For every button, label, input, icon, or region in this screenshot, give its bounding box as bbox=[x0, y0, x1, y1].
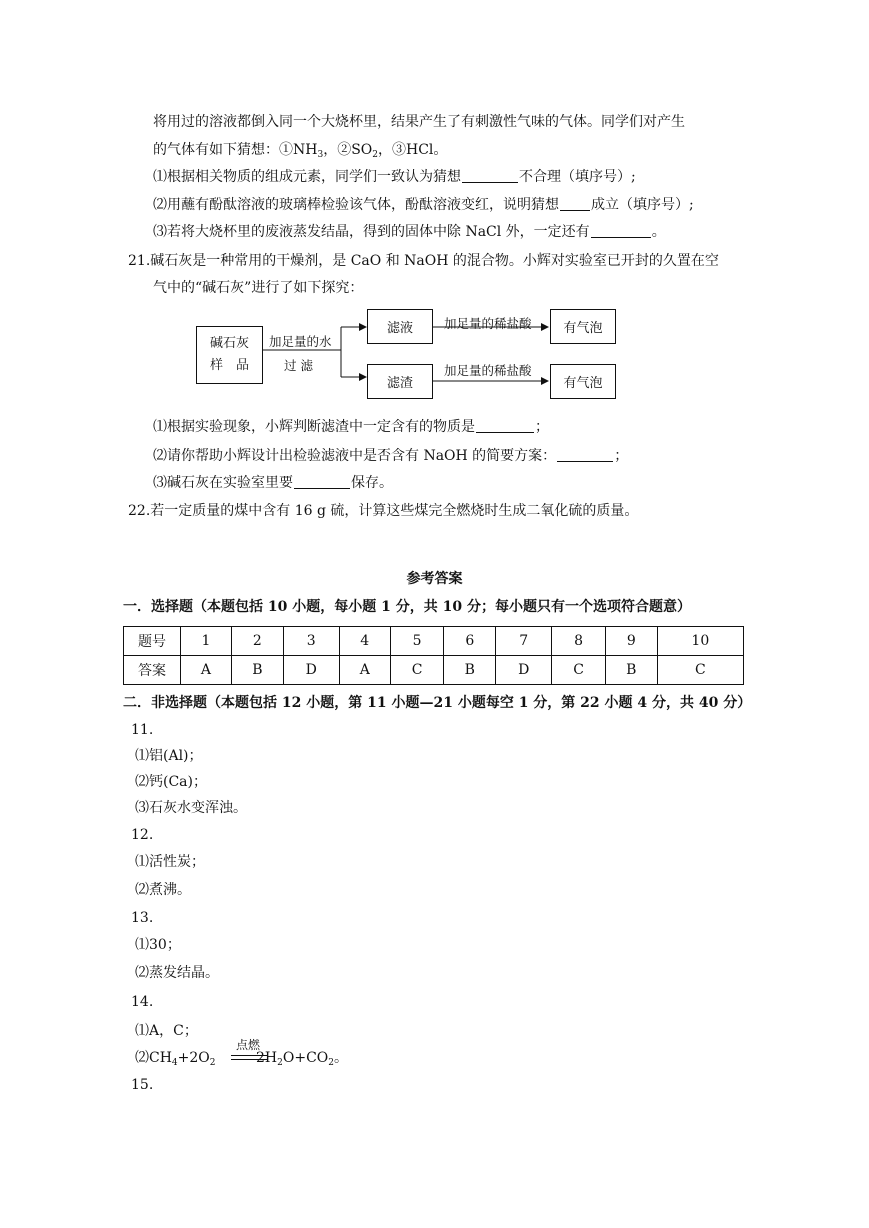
answer-12-1: ⑴活性炭； bbox=[135, 854, 205, 870]
table-header-cell: 题号 bbox=[124, 627, 181, 656]
subscript: 3 bbox=[317, 150, 324, 160]
equation-products bbox=[256, 1048, 348, 1068]
answers-section1-heading: 一．选择题（本题包括 10 小题，每小题 1 分，共 10 分；每小题只有一个选项符合题意） bbox=[123, 599, 691, 615]
filtrate-box: 滤液 bbox=[367, 309, 433, 344]
table-header-cell: 答案 bbox=[124, 656, 181, 685]
q20-guess-nh3: 的气体有如下猜想：①NH bbox=[153, 142, 318, 158]
table-cell: C bbox=[657, 656, 743, 685]
table-row bbox=[124, 627, 744, 656]
table-cell: A bbox=[339, 656, 390, 685]
answer-12-2: ⑵煮沸。 bbox=[135, 882, 191, 898]
answer-11-3: ⑶石灰水变浑浊。 bbox=[135, 800, 247, 816]
reaction-condition-label: 点燃 bbox=[236, 1038, 261, 1052]
answer-15-number: 15. bbox=[131, 1077, 154, 1093]
q21-part1-text: ⑴根据实验现象，小辉判断滤渣中一定含有的物质是 bbox=[153, 419, 475, 435]
answer-blank[interactable] bbox=[476, 418, 534, 433]
equation-o2: +2O bbox=[177, 1050, 210, 1066]
answers-title: 参考答案 bbox=[406, 571, 463, 587]
answer-blank[interactable] bbox=[294, 474, 350, 489]
answers-section2-heading: 二．非选择题（本题包括 12 小题，第 11 小题—21 小题每空 1 分，第 22 小题 4 分，共 40 分） bbox=[123, 695, 752, 711]
q20-guess-hcl: ，③HCl。 bbox=[378, 142, 448, 158]
sample-box-line1: 碱石灰 bbox=[209, 336, 249, 351]
table-cell: 4 bbox=[339, 627, 390, 656]
table-cell: 3 bbox=[283, 627, 339, 656]
answer-11-2: ⑵钙(Ca)； bbox=[135, 774, 207, 790]
q21-part2-text: ⑵请你帮助小辉设计出检验滤液中是否含有 NaOH 的简要方案： bbox=[153, 448, 557, 464]
answer-11-number: 11. bbox=[131, 722, 154, 738]
table-cell: C bbox=[390, 656, 444, 685]
q21-part2-suffix: ； bbox=[614, 448, 629, 464]
table-cell: 9 bbox=[605, 627, 657, 656]
answer-13-number: 13. bbox=[131, 910, 154, 926]
q20-guess-so2: ，②SO bbox=[323, 142, 373, 158]
table-row bbox=[124, 656, 744, 685]
answer-table bbox=[123, 626, 744, 685]
subscript: 2 bbox=[209, 1058, 216, 1068]
residue-box: 滤渣 bbox=[367, 364, 433, 399]
q20-part1-suffix: 不合理（填序号）; bbox=[519, 169, 636, 185]
equation-end: 。 bbox=[334, 1050, 348, 1066]
q21-part3-suffix: 保存。 bbox=[351, 475, 393, 491]
table-cell: B bbox=[444, 656, 496, 685]
answer-13-1: ⑴30； bbox=[135, 937, 181, 953]
table-cell: B bbox=[231, 656, 283, 685]
subscript: 2 bbox=[372, 150, 379, 160]
bubbles-box-bottom: 有气泡 bbox=[550, 364, 616, 399]
q20-intro-line1: 将用过的溶液都倒入同一个大烧杯里，结果产生了有刺激性气味的气体。同学们对产生 bbox=[153, 114, 685, 130]
table-cell: A bbox=[181, 656, 232, 685]
answer-14-number: 14. bbox=[131, 994, 154, 1010]
equation-ch: ⑵CH bbox=[135, 1050, 172, 1066]
q21-part2 bbox=[153, 446, 628, 466]
bubbles-box-top: 有气泡 bbox=[550, 309, 616, 344]
acid-label-top: 加足量的稀盐酸 bbox=[444, 316, 532, 331]
subscript: 2 bbox=[277, 1058, 283, 1068]
answer-11-1: ⑴铝(Al)； bbox=[135, 748, 203, 764]
q20-part2-suffix: 成立（填序号）; bbox=[591, 197, 694, 213]
q20-part3-text: ⑶若将大烧杯里的废液蒸发结晶，得到的固体中除 NaCl 外，一定还有 bbox=[153, 224, 590, 240]
subscript: 2 bbox=[328, 1058, 334, 1068]
water-label: 加足量的水 bbox=[269, 334, 332, 349]
table-cell: B bbox=[605, 656, 657, 685]
answer-12-number: 12. bbox=[131, 827, 154, 843]
q21-part1 bbox=[153, 417, 549, 437]
answer-blank[interactable] bbox=[557, 447, 613, 462]
sample-box-line2: 样 品 bbox=[209, 358, 249, 373]
q21-intro-line1: 21.碱石灰是一种常用的干燥剂，是 CaO 和 NaOH 的混合物。小辉对实验室已开封的久置在空 bbox=[128, 253, 719, 269]
answer-14-1: ⑴A，C； bbox=[135, 1023, 198, 1039]
equation-h: 2H bbox=[256, 1050, 278, 1066]
table-cell: 8 bbox=[552, 627, 606, 656]
table-cell: D bbox=[283, 656, 339, 685]
table-cell: 1 bbox=[181, 627, 232, 656]
q22-text: 22.若一定质量的煤中含有 16 g 硫，计算这些煤完全燃烧时生成二氧化硫的质量。 bbox=[128, 503, 639, 519]
filter-label: 过 滤 bbox=[284, 358, 313, 373]
table-cell: D bbox=[496, 656, 552, 685]
q20-part2-text: ⑵用蘸有酚酞溶液的玻璃棒检验该气体，酚酞溶液变红，说明猜想 bbox=[153, 197, 559, 213]
q21-intro-line2: 气中的“碱石灰”进行了如下探究： bbox=[153, 280, 364, 296]
q20-part3-suffix: 。 bbox=[651, 224, 666, 240]
table-cell: 7 bbox=[496, 627, 552, 656]
subscript: 4 bbox=[171, 1058, 178, 1068]
table-cell: 10 bbox=[657, 627, 743, 656]
answer-13-2: ⑵蒸发结晶。 bbox=[135, 965, 219, 981]
table-cell: 2 bbox=[231, 627, 283, 656]
table-cell: C bbox=[552, 656, 606, 685]
table-cell: 5 bbox=[390, 627, 444, 656]
acid-label-bottom: 加足量的稀盐酸 bbox=[444, 363, 532, 378]
diagram-arrows bbox=[0, 0, 869, 420]
equation-co: O+CO bbox=[282, 1050, 329, 1066]
equation-reactants bbox=[135, 1048, 216, 1068]
q21-part1-suffix: ； bbox=[535, 419, 549, 435]
q21-part3-text: ⑶碱石灰在实验室里要 bbox=[153, 475, 293, 491]
table-cell: 6 bbox=[444, 627, 496, 656]
q21-part3 bbox=[153, 473, 393, 493]
q20-part1-text: ⑴根据相关物质的组成元素，同学们一致认为猜想 bbox=[153, 169, 461, 185]
